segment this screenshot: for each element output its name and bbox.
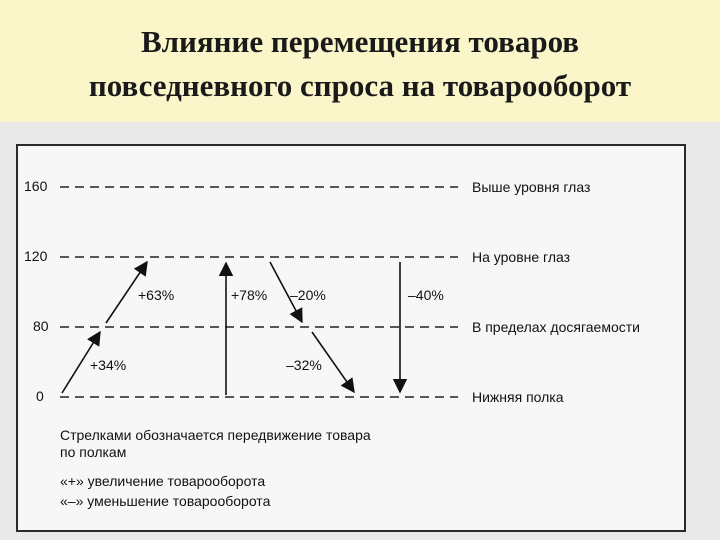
level-label-above-eye: Выше уровня глаз bbox=[472, 179, 591, 195]
movement-label-minus-20: –20% bbox=[290, 287, 326, 303]
level-value-80: 80 bbox=[33, 318, 49, 334]
movement-label-minus-32: –32% bbox=[286, 357, 322, 373]
title-line-2: повседневного спроса на товарооборот bbox=[88, 68, 632, 103]
movement-label-plus-63: +63% bbox=[138, 287, 175, 303]
legend-line-1: Стрелками обозначается передвижение товара bbox=[60, 427, 371, 443]
level-label-bottom-shelf: Нижняя полка bbox=[472, 389, 564, 405]
movement-label-plus-34: +34% bbox=[90, 357, 127, 373]
movement-arrows bbox=[62, 262, 400, 395]
title-line-1: Влияние перемещения товаров bbox=[140, 24, 580, 59]
legend-line-2: по полкам bbox=[60, 444, 127, 460]
level-value-0: 0 bbox=[36, 388, 44, 404]
movement-label-minus-40: –40% bbox=[408, 287, 444, 303]
movement-label-plus-78: +78% bbox=[231, 287, 268, 303]
level-value-160: 160 bbox=[24, 178, 48, 194]
legend-line-4: «–» уменьшение товарооборота bbox=[60, 493, 271, 509]
legend-line-3: «+» увеличение товарооборота bbox=[60, 473, 266, 489]
level-label-reach: В пределах досягаемости bbox=[472, 319, 640, 335]
level-value-120: 120 bbox=[24, 248, 48, 264]
level-label-eye-level: На уровне глаз bbox=[472, 249, 571, 265]
